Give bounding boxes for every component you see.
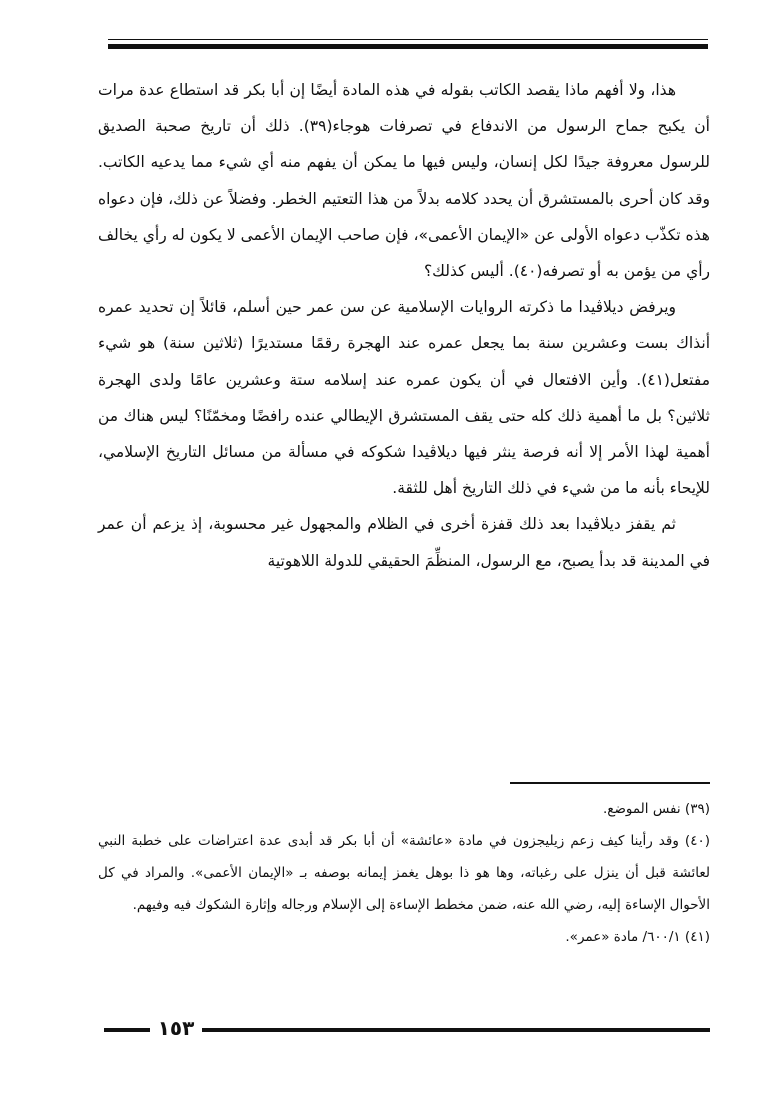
footnote-separator (510, 782, 710, 784)
body-paragraph: ثم يقفز ديلاڤيدا بعد ذلك قفزة أخرى في الظلام والمجهول غير محسوبة، إذ يزعم أن عمر في المدينة قد بدأ يصبح، مع الرسول، المنظِّمَ الحقيقي للدولة اللاهوتية (98, 515, 710, 570)
footnote-40: (٤٠) وقد رأينا كيف زعم زيليجزون في مادة «عائشة» أن أبا بكر قد أبدى عدة اعتراضات على خطبة النبي لعائشة قبل أن ينزل على رغباته، وها هو ذا بوهل يغمز إيمانه بوصفه بـ «الإيمان الأعمى». والمراد في كل الأحوال الإساءة إليه، رضي الله عنه، ضمن مخطط الإساءة إلى الإسلام ورجاله وإثارة الشكوك فيه وفيهم. (98, 833, 710, 913)
page-number: ١٥٣ (157, 1016, 195, 1040)
body-paragraph: هذا، ولا أفهم ماذا يقصد الكاتب بقوله في هذه المادة أيضًا إن أبا بكر قد استطاع عدة مرات أن يكبح جماح الرسول من الاندفاع في تصرفات هوجاء(٣٩). ذلك أن تاريخ صحبة الصديق للرسول معروفة جيدًا لكل إنسان، وليس فيها ما يمكن أن يفهم منه أي شيء مما يدعيه الكاتب. وقد كان أحرى بالمستشرق أن يحدد كلامه بدلاً من هذا التعتيم الخطر. وفضلاً عن ذلك، فإن دعواه هذه تكذّب دعواه الأولى عن «الإيمان الأعمى»، فإن صاحب الإيمان الأعمى لا يكون له رأي يخالف رأي من يؤمن به أو تصرفه(٤٠). أليس كذلك؟ (98, 81, 710, 281)
footer-rule-right (202, 1028, 710, 1032)
footer-rule-left (104, 1028, 150, 1032)
header-rule-thick (108, 44, 708, 49)
footnote-39: (٣٩) نفس الموضع. (602, 801, 710, 817)
header-rule-thin (108, 39, 708, 40)
main-body-text (98, 72, 710, 579)
footnote-41: (٤١) ٦٠٠/١/ مادة «عمر». (565, 929, 710, 945)
body-paragraph: ويرفض ديلاڤيدا ما ذكرته الروايات الإسلامية عن سن عمر حين أسلم، قائلاً إن تحديد عمره أنذاك بست وعشرين سنة بما يجعل عمره عند الهجرة رقمًا مستديرًا (ثلاثين سنة) هو شيء مفتعل(٤١). وأين الافتعال في أن يكون عمره عند إسلامه ستة وعشرين عامًا ولدى الهجرة ثلاثين؟ بل ما أهمية ذلك كله حتى يقف المستشرق الإيطالي عنده رافضًا ومخمّنًا؟ ليس هناك من أهمية لهذا الأمر إلا أنه فرصة ينثر فيها ديلاڤيدا شكوكه في مسألة من مسائل التاريخ الإسلامي، للإيحاء بأنه ما من شيء في ذلك التاريخ أهل للثقة. (98, 298, 710, 498)
footnotes (98, 793, 710, 953)
